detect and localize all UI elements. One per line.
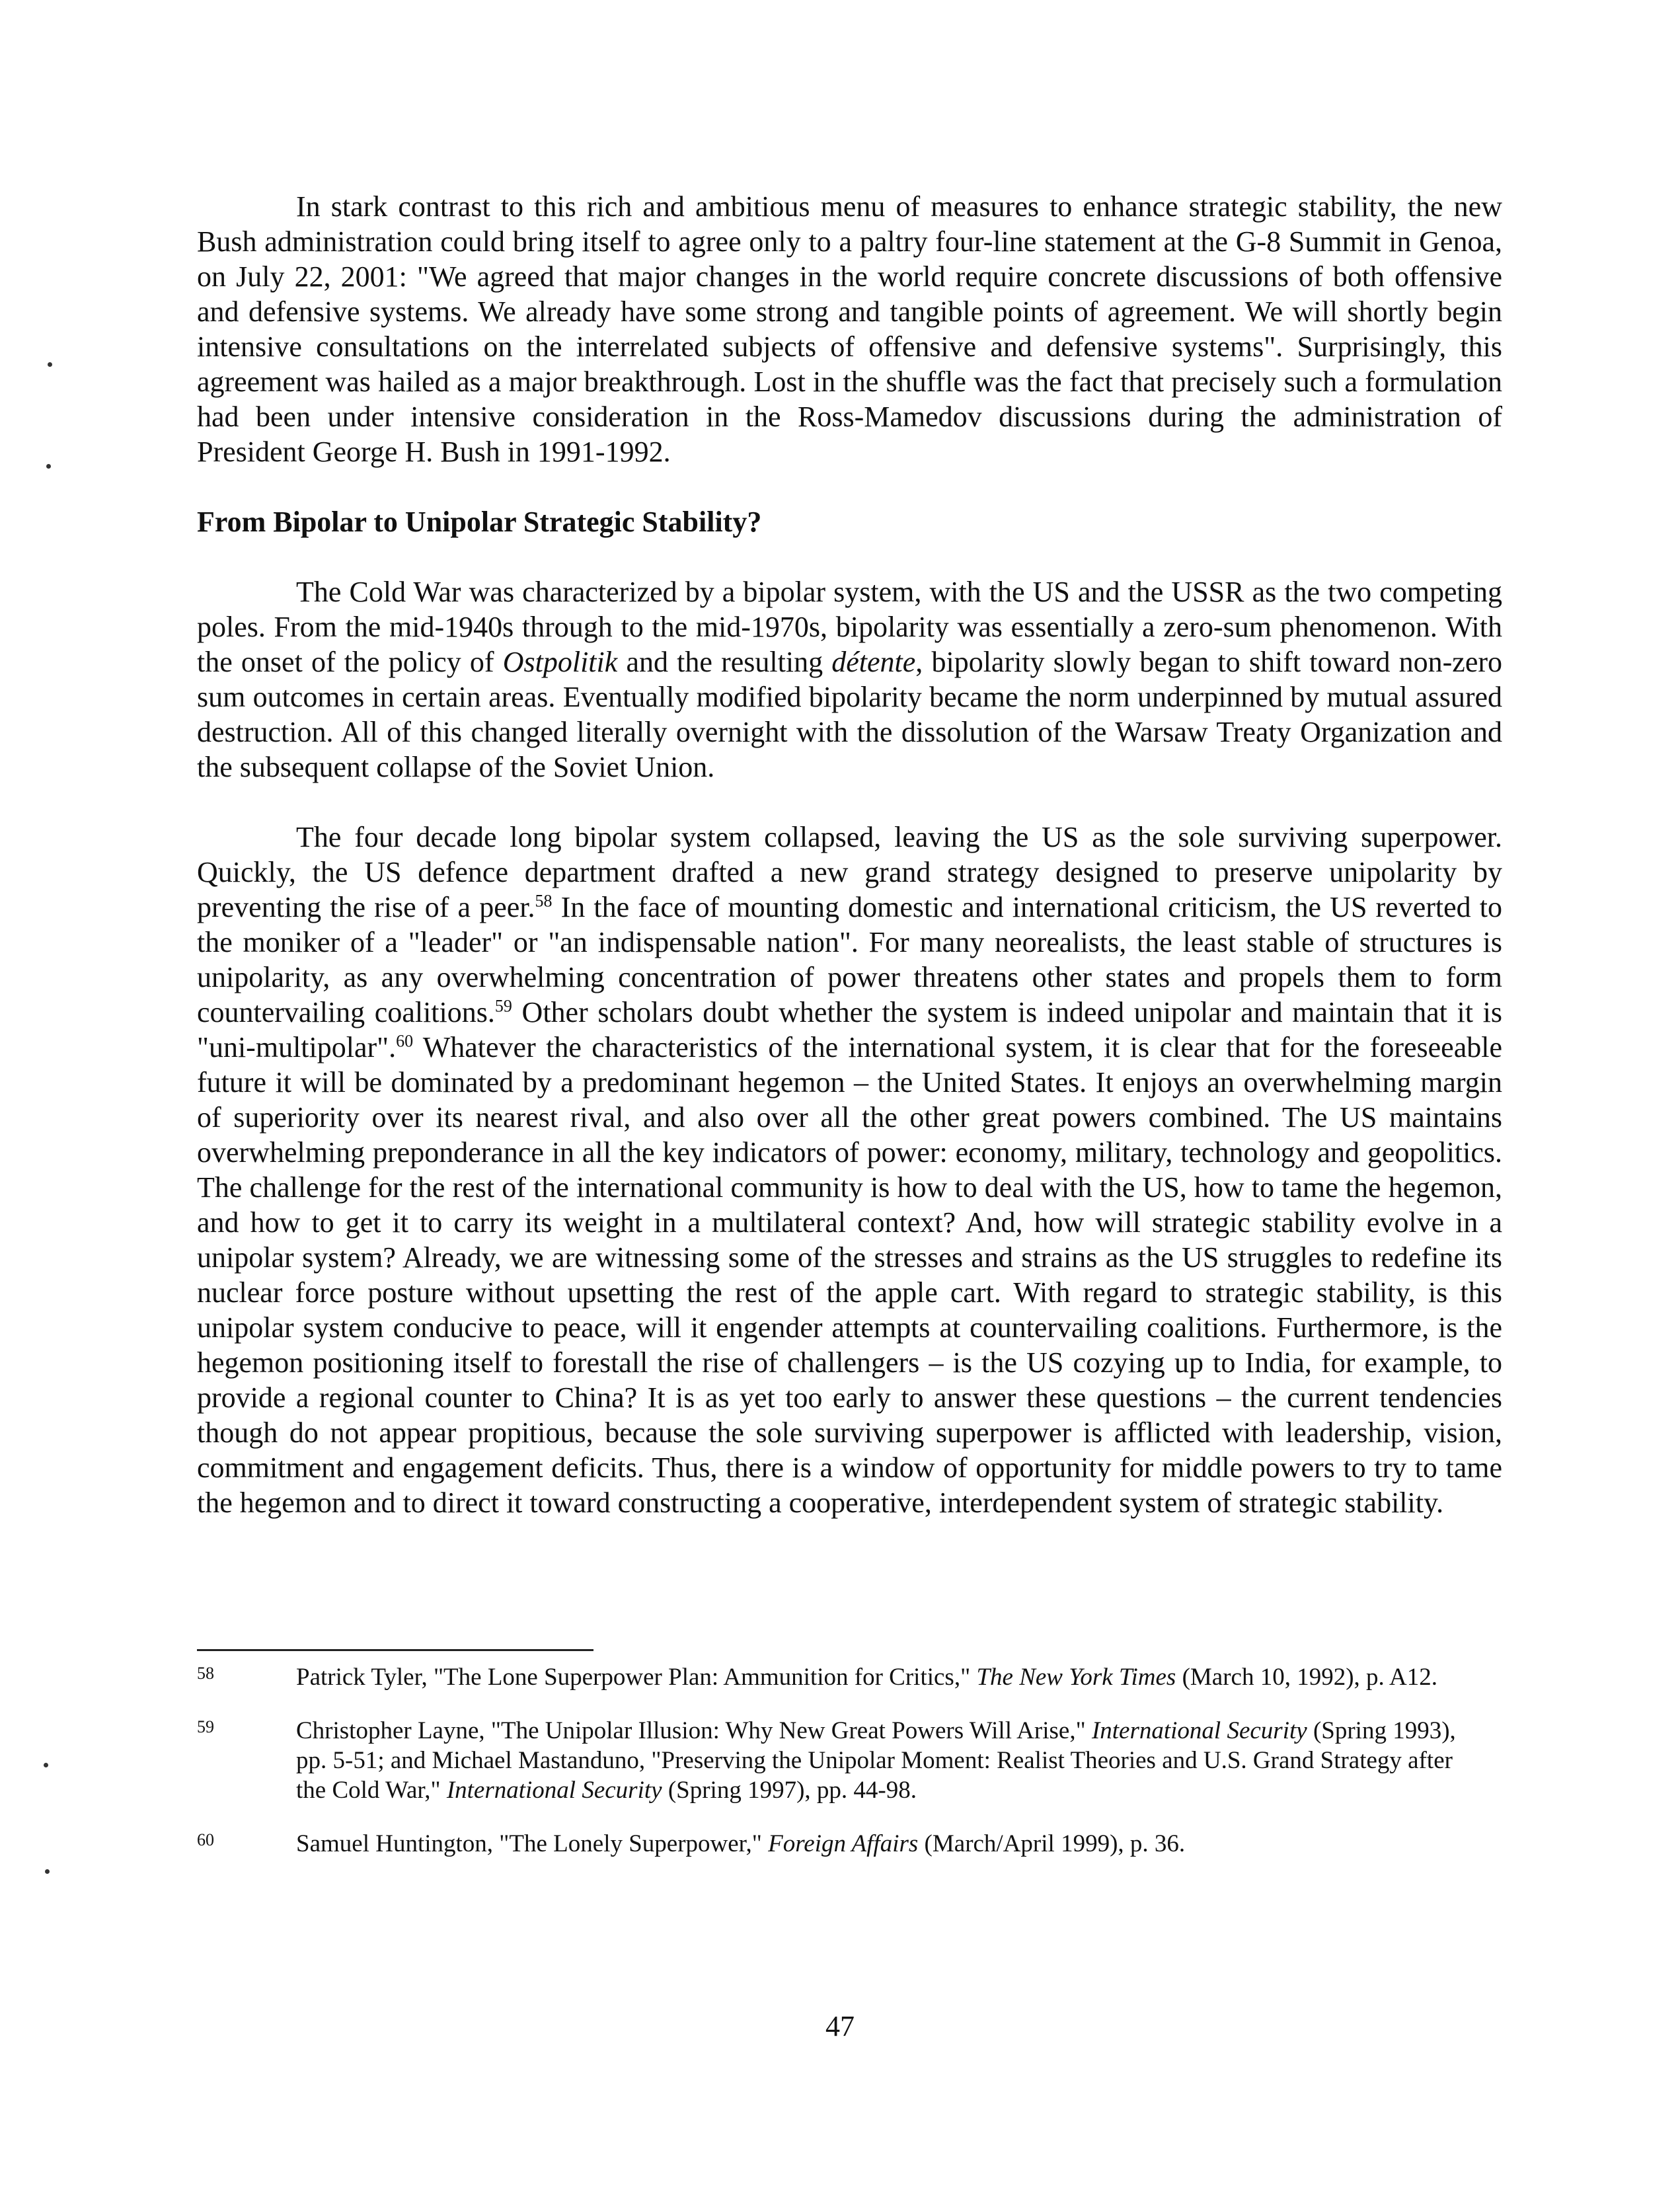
text-run: The four decade long bipolar system collapsed, leaving the US as the sole surviving superpower. Quickly, the US defence department drafted a new grand strategy designed to preserve unipolarity by preventing the rise of a peer. [197, 821, 1502, 923]
text-run: Whatever the characteristics of the international system, it is clear that for the foreseeable future it will be dominated by a predominant hegemon – the United States. It enjoys an overwhelming margin of superiority over its nearest rival, and also over all the other great powers combined. The US maintains overwhelming preponderance in all the key indicators of power: economy, military, technology and geopolitics. The challenge for the rest of the international community is how to deal with the US, how to tame the hegemon, and how to get it to carry its weight in a multilateral context? And, how will strategic stability evolve in a unipolar system? Already, we are witnessing some of the stresses and strains as the US struggles to redefine its nuclear force posture without upsetting the rest of the apple cart. With regard to strategic stability, is this unipolar system conducive to peace, will it engender attempts at countervailing coalitions. Furthermore, is the hegemon positioning itself to forestall the rise of challengers – is the US cozying up to India, for example, to provide a regional counter to China? It is as yet too early to answer these questions – the current tendencies though do not appear propitious, because the sole surviving superpower is afflicted with leadership, vision, commitment and engagement deficits. Thus, there is a window of opportunity for middle powers to try to tame the hegemon and to direct it toward constructing a cooperative, interdependent system of strategic stability. [197, 1031, 1502, 1519]
text-run: , bipolarity slowly began to shift toward non-zero sum outcomes in certain areas. Eventually modified bipolarity became the norm underpinned by mutual assured destruction. All of this changed literally overnight with the dissolution of the Warsaw Treaty Organization and the subsequent collapse of the Soviet Union. [197, 646, 1502, 783]
footnote-number: 59 [197, 1717, 214, 1736]
text-run: (Spring 1993), pp. 5-51; and Michael Mastanduno, "Preserving the Unipolar Moment: Realist Theories and U.S. Grand Strategy after the Cold War," [296, 1717, 1456, 1804]
paragraph-unipolarity [197, 820, 1502, 1520]
footnote-reference: 60 [396, 1031, 414, 1051]
italic-text-run: International Security [1091, 1717, 1307, 1744]
footnote-text [296, 1830, 1185, 1857]
text-run: In stark contrast to this rich and ambitious menu of measures to enhance strategic stability, the new Bush administration could bring itself to agree only to a paltry four-line statement at the G-8 Summit in Genoa, on July 22, 2001: "We agreed that major changes in the world require concrete discussions of both offensive and defensive systems. We already have some strong and tangible points of agreement. We will shortly begin intensive consultations on the interrelated subjects of offensive and defensive systems". Surprisingly, this agreement was hailed as a major breakthrough. Lost in the shuffle was the fact that precisely such a formulation had been under intensive consideration in the Ross-Mamedov discussions during the administration of President George H. Bush in 1991-1992. [197, 190, 1502, 468]
text-run: Samuel Huntington, "The Lonely Superpower," [296, 1830, 769, 1857]
italic-text-run: Foreign Affairs [768, 1830, 919, 1857]
footnotes [197, 1662, 1486, 1882]
text-run: (March/April 1999), p. 36. [918, 1830, 1186, 1857]
scan-speck [44, 1763, 48, 1767]
text-run: The Cold War was characterized by a bipolar system, with the US and the USSR as the two competing poles. From the mid-1940s through to the mid-1970s, bipolarity was essentially a zero-sum phenomenon. With the onset of the policy of [197, 576, 1502, 678]
footnote-text [296, 1717, 1456, 1804]
footnote-reference: 59 [494, 996, 512, 1016]
body-text [197, 189, 1502, 1555]
text-run: and the resulting [617, 646, 832, 678]
scan-speck [48, 362, 52, 367]
paragraph-cold-war [197, 574, 1502, 785]
italic-text-run: International Security [446, 1777, 662, 1804]
text-run: Other scholars doubt whether the system is indeed unipolar and maintain that it is "uni-multipolar". [197, 996, 1502, 1063]
footnote-number: 60 [197, 1830, 214, 1849]
footnote-reference: 58 [535, 891, 553, 911]
footnote-58 [197, 1662, 1486, 1692]
footnote-separator [197, 1649, 593, 1651]
text-run: Christopher Layne, "The Unipolar Illusion: Why New Great Powers Will Arise," [296, 1717, 1092, 1744]
footnote-59 [197, 1716, 1486, 1805]
scan-speck [46, 464, 51, 469]
section-heading: From Bipolar to Unipolar Strategic Stability? [197, 506, 762, 538]
footnote-text [296, 1664, 1437, 1691]
footnote-60 [197, 1829, 1486, 1859]
paragraph-g8-summit [197, 189, 1502, 469]
text-run: (Spring 1997), pp. 44-98. [662, 1777, 917, 1804]
footnote-number: 58 [197, 1664, 214, 1683]
text-run: (March 10, 1992), p. A12. [1176, 1664, 1437, 1691]
page-number: 47 [825, 2010, 855, 2042]
text-run: In the face of mounting domestic and international criticism, the US reverted to the moniker of a "leader" or "an indispensable nation". For many neorealists, the least stable of structures is unipolarity, as any overwhelming concentration of power threatens other states and propels them to form countervailing coalitions. [197, 891, 1502, 1028]
italic-text-run: Ostpolitik [502, 646, 618, 678]
italic-text-run: The New York Times [976, 1664, 1176, 1691]
scan-speck [45, 1869, 50, 1874]
italic-text-run: détente [831, 646, 916, 678]
text-run: Patrick Tyler, "The Lone Superpower Plan: Ammunition for Critics," [296, 1664, 977, 1691]
